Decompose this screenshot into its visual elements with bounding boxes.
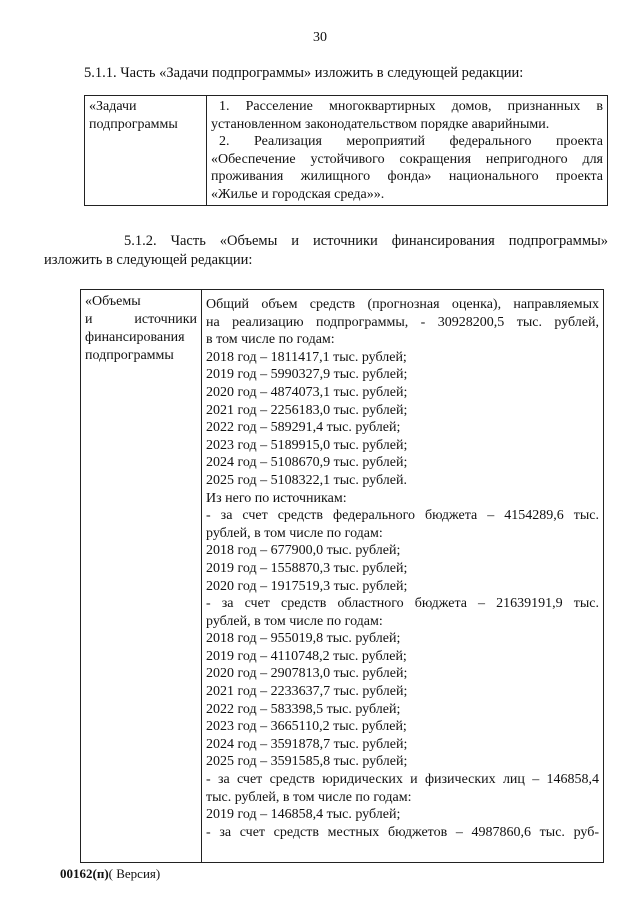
content-line: - за счет средств юридических и физических лиц – 146858,4 <box>206 772 599 788</box>
content-line: - за счет средств областного бюджета – 21639191,9 тыс. <box>206 596 599 612</box>
heading-line: изложить в следующей редакции: <box>44 252 253 268</box>
content-line: 2. Реализация мероприятий федерального проекта <box>219 134 603 149</box>
label-line: подпрограммы <box>89 117 178 132</box>
financing-content-cell <box>202 290 604 863</box>
content-line: 2021 год – 2233637,7 тыс. рублей; <box>206 684 408 700</box>
content-line: 2024 год – 5108670,9 тыс. рублей; <box>206 455 408 471</box>
document-code: 00162(п) <box>60 866 109 881</box>
table-row <box>85 96 608 206</box>
content-line: 2019 год – 5990327,9 тыс. рублей; <box>206 367 408 383</box>
content-line: Из него по источникам: <box>206 490 347 506</box>
objectives-content-cell <box>207 96 608 206</box>
objectives-table <box>84 95 608 206</box>
content-line: 2024 год – 3591878,7 тыс. рублей; <box>206 736 408 752</box>
content-line: 2018 год – 1811417,1 тыс. рублей; <box>206 349 407 365</box>
content-line: 2022 год – 589291,4 тыс. рублей; <box>206 420 401 436</box>
label-line: финансирования <box>85 330 185 345</box>
footer <box>60 866 160 882</box>
content-line: тыс. рублей, в том числе по годам: <box>206 789 412 805</box>
content-line: 2019 год – 146858,4 тыс. рублей; <box>206 807 401 823</box>
content-line: 2022 год – 583398,5 тыс. рублей; <box>206 701 401 717</box>
content-line: 2020 год – 1917519,3 тыс. рублей; <box>206 578 408 594</box>
content-line: установленном законодательством порядке аварийными. <box>211 116 550 132</box>
financing-table <box>80 289 604 863</box>
content-line: - за счет средств федерального бюджета – 4154289,6 тыс. <box>206 508 599 524</box>
content-line: 2019 год – 1558870,3 тыс. рублей; <box>206 560 408 576</box>
content-line: «Обеспечение устойчивого сокращения непригодного для <box>211 151 603 167</box>
content-line: в том числе по годам: <box>206 332 335 348</box>
section-2-heading <box>44 232 608 270</box>
financing-label-cell <box>81 290 202 863</box>
label-line: «Объемы <box>85 294 141 309</box>
label-line: и источники <box>85 312 197 327</box>
content-line: 2018 год – 677900,0 тыс. рублей; <box>206 543 401 559</box>
content-line: на реализацию подпрограммы, - 30928200,5 тыс. рублей, <box>206 314 599 330</box>
objectives-label-cell <box>85 96 207 206</box>
label-line: подпрограммы <box>85 348 174 363</box>
section-1-heading: 5.1.1. Часть «Задачи подпрограммы» изложить в следующей редакции: <box>84 65 524 81</box>
content-line: рублей, в том числе по годам: <box>206 525 383 541</box>
content-line: 2025 год – 3591585,8 тыс. рублей; <box>206 754 408 770</box>
content-line: - за счет средств местных бюджетов – 4987860,6 тыс. руб- <box>206 824 599 840</box>
page-number: 30 <box>313 30 327 45</box>
content-line: 1. Расселение многоквартирных домов, признанных в <box>219 99 603 114</box>
content-line: 2020 год – 2907813,0 тыс. рублей; <box>206 666 408 682</box>
content-line: 2025 год – 5108322,1 тыс. рублей. <box>206 472 407 488</box>
heading-line: 5.1.2. Часть «Объемы и источники финансирования подпрограммы» <box>124 233 608 249</box>
content-line: 2021 год – 2256183,0 тыс. рублей; <box>206 402 408 418</box>
content-line: 2020 год – 4874073,1 тыс. рублей; <box>206 384 408 400</box>
content-line: рублей, в том числе по годам: <box>206 613 383 629</box>
content-line: 2019 год – 4110748,2 тыс. рублей; <box>206 648 407 664</box>
document-version: ( Версия) <box>108 866 161 881</box>
content-line: «Жилье и городская среда»». <box>211 186 385 202</box>
content-line: 2023 год – 5189915,0 тыс. рублей; <box>206 437 408 453</box>
content-line: проживания жилищного фонда» национального проекта <box>211 169 603 184</box>
content-line: 2023 год – 3665110,2 тыс. рублей; <box>206 719 407 735</box>
content-line: 2018 год – 955019,8 тыс. рублей; <box>206 631 401 647</box>
content-line: Общий объем средств (прогнозная оценка), направляемых <box>206 297 599 312</box>
table-row <box>81 290 604 863</box>
label-line: «Задачи <box>89 99 137 114</box>
